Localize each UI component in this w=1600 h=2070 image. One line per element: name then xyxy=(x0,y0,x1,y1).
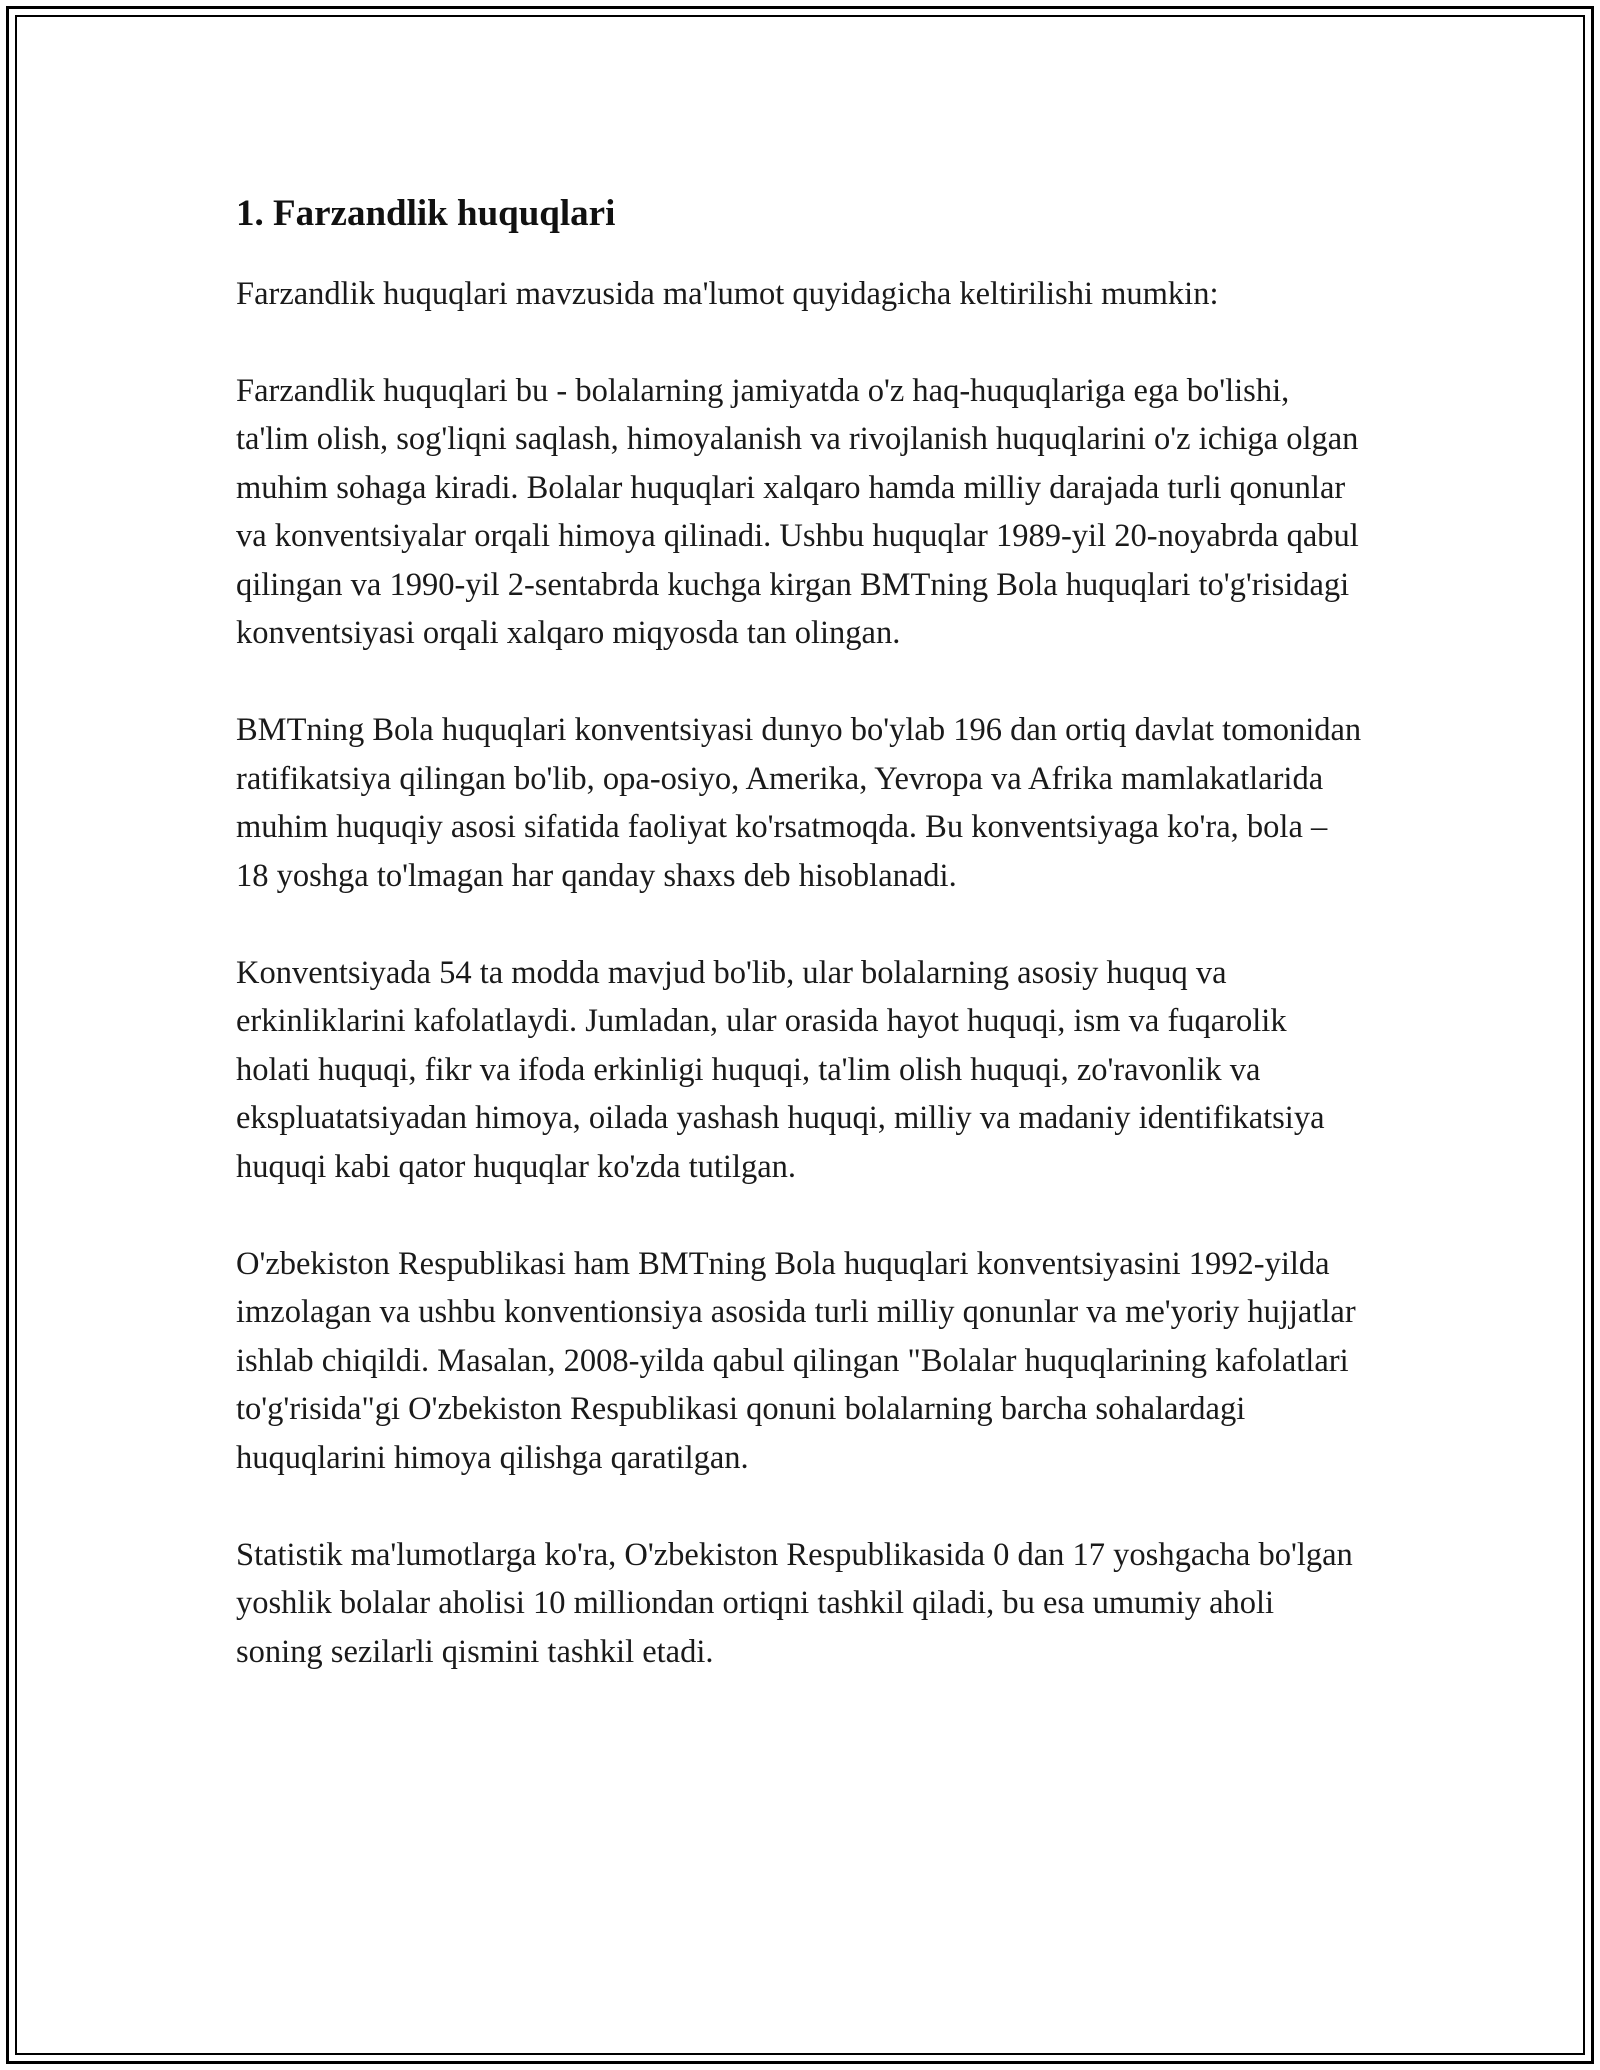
paragraph-convention-articles: Konventsiyada 54 ta modda mavjud bo'lib, ular bolalarning asosiy huquq va erkinliklarini kafolatlaydi. Jumladan, ular orasida hayot huquqi, ism va fuqarolik holati huquqi, fikr va ifoda erkinligi huquqi, ta'lim olish huquqi, zo'ravonlik va ekspluatatsiyadan himoya, oilada yashash huquqi, milliy va madaniy identifikatsiya huquqi kabi qator huquqlar ko'zda tutilgan. xyxy=(236,954,1325,1185)
paragraph-un-convention: BMTning Bola huquqlari konventsiyasi dunyo bo'ylab 196 dan ortiq davlat tomonidan ratifikatsiya qilingan bo'lib, opa-osiyo, Amerika, Yevropa va Afrika mamlakatlarida muhim huquqiy asosi sifatida faoliyat ko'rsatmoqda. Bu konventsiyaga ko'ra, bola – 18 yoshga to'lmagan har qanday shaxs deb hisoblanadi. xyxy=(236,712,1362,894)
section-heading: 1. Farzandlik huquqlari xyxy=(236,193,616,234)
intro-paragraph: Farzandlik huquqlari mavzusida ma'lumot quyidagicha keltirilishi mumkin: xyxy=(236,276,1219,312)
paragraph-uzbekistan-law: O'zbekiston Respublikasi ham BMTning Bola huquqlari konventsiyasini 1992-yilda imzolagan va ushbu konventionsiya asosida turli milliy qonunlar va me'yoriy hujjatlar ishlab chiqildi. Masalan, 2008-yilda qabul qilingan "Bolalar huquqlarining kafolatlari to'g'risida"gi O'zbekiston Respublikasi qonuni bolalarning barcha sohalardagi huquqlarini himoya qilishga qaratilgan. xyxy=(236,1245,1356,1476)
document-body xyxy=(236,186,1366,1725)
paragraph-rights-definition: Farzandlik huquqlari bu - bolalarning jamiyatda o'z haq-huquqlariga ega bo'lishi, ta'lim olish, sog'liqni saqlash, himoyalanish va rivojlanish huquqlarini o'z ichiga olgan muhim sohaga kiradi. Bolalar huquqlari xalqaro hamda milliy darajada turli qonunlar va konventsiyalar orqali himoya qilinadi. Ushbu huquqlar 1989-yil 20-noyabrda qabul qilingan va 1990-yil 2-sentabrda kuchga kirgan BMTning Bola huquqlari to'g'risidagi konventsiyasi orqali xalqaro miqyosda tan olingan. xyxy=(236,372,1359,651)
paragraph-statistics: Statistik ma'lumotlarga ko'ra, O'zbekiston Respublikasida 0 dan 17 yoshgacha bo'lgan yoshlik bolalar aholisi 10 milliondan ortiqni tashkil qiladi, bu esa umumiy aholi soning sezilarli qismini tashkil etadi. xyxy=(236,1536,1353,1670)
